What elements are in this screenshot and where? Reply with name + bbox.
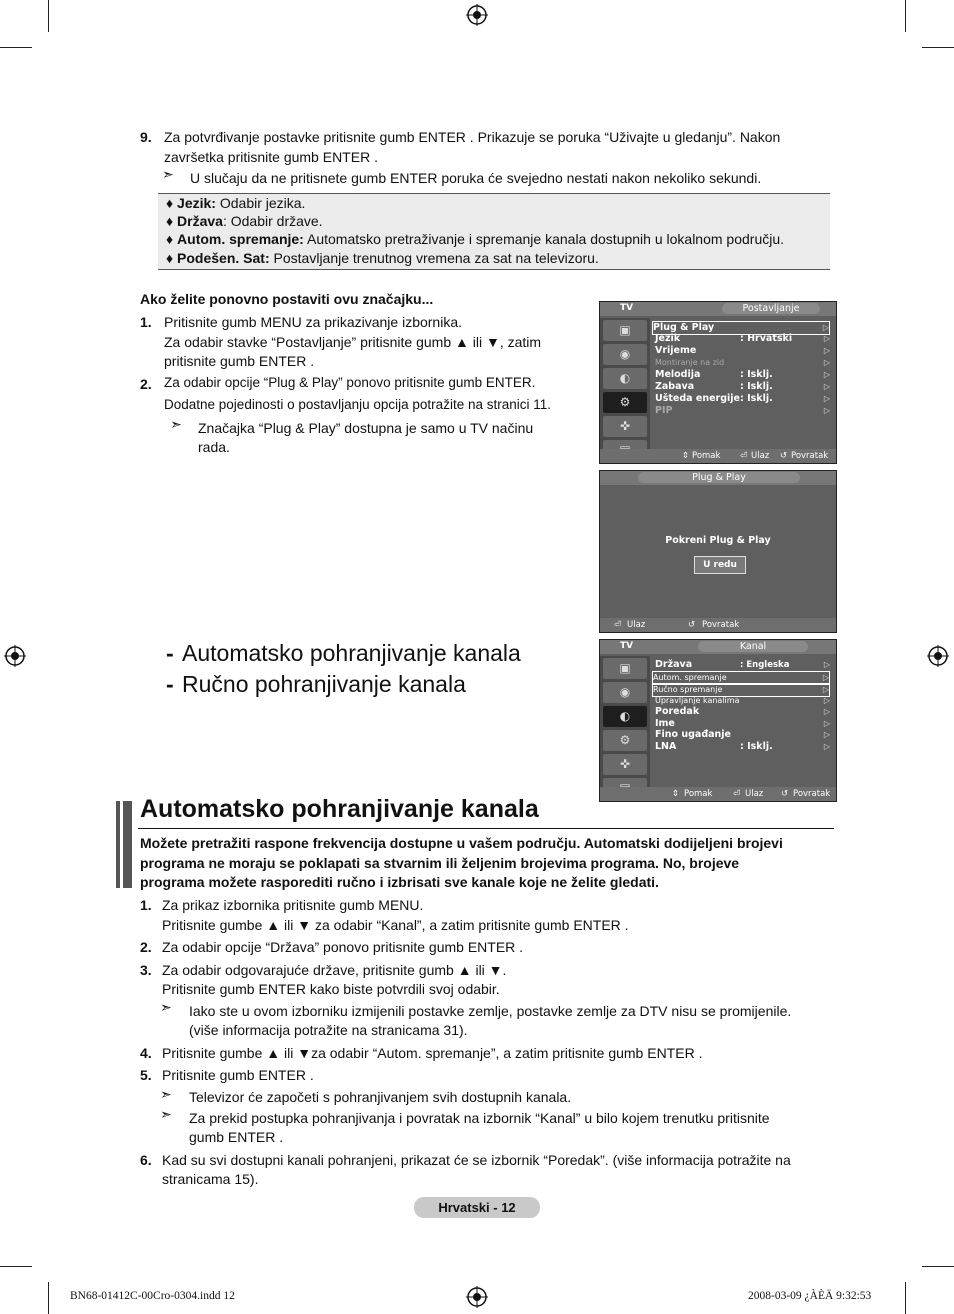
sound-menu-icon: ◉ xyxy=(603,682,647,703)
note-arrow-icon: ➣ xyxy=(160,1106,172,1122)
osd-message: Pokreni Plug & Play xyxy=(665,535,771,546)
osd-hint-return: Povratak xyxy=(791,451,829,461)
crop-mark xyxy=(905,1282,906,1314)
osd-title: Plug & Play xyxy=(638,472,800,483)
registration-mark-icon xyxy=(466,1286,488,1308)
step-5-note-2-line-2: gumb ENTER . xyxy=(189,1129,284,1145)
reset-step-2-line-2: Dodatne pojedinosti o postavljanju opcija potražite na stranici 11. xyxy=(164,397,551,412)
move-icon: ⇕ xyxy=(672,789,680,799)
step-1-line-1: Za prikaz izbornika pritisnite gumb MENU. xyxy=(162,897,424,913)
crop-mark xyxy=(905,0,906,32)
return-icon: ↺ xyxy=(781,789,789,799)
crop-mark xyxy=(0,47,32,48)
osd-menu-row[interactable]: Plug & Play ▷ xyxy=(653,322,829,333)
step-3-note-line-1: Iako ste u ovom izborniku izmijenili postavke zemlje, postavke zemlje za DTV nisu se promijenile. xyxy=(189,1003,792,1019)
channel-menu-icon: ◐ xyxy=(603,368,647,389)
section-bar xyxy=(116,801,120,888)
crop-mark xyxy=(922,1266,954,1267)
info-item: ♦ Država: Odabir države. xyxy=(166,213,323,230)
section-bar xyxy=(123,801,132,888)
return-icon: ↺ xyxy=(688,620,696,630)
step-number: 9. xyxy=(140,129,152,145)
enter-icon: ⏎ xyxy=(740,451,748,461)
osd-menu-row[interactable]: Montiranje na zid ▷ xyxy=(655,358,830,367)
channel-menu-icon: ◐ xyxy=(603,706,647,727)
picture-menu-icon: ▣ xyxy=(603,320,647,341)
osd-hint-return: Povratak xyxy=(702,620,740,630)
osd-footer xyxy=(600,449,836,463)
step-9-line-2: završetka pritisnite gumb ENTER . xyxy=(164,149,378,165)
osd-setup-menu xyxy=(599,301,837,464)
step-1-line-2: Pritisnite gumbe ▲ ili ▼ za odabir “Kanal”, a zatim pritisnite gumb ENTER . xyxy=(162,917,629,933)
info-item: ♦ Jezik: Odabir jezika. xyxy=(166,195,306,211)
osd-tv-label: TV xyxy=(620,641,634,651)
step-5-note-1: Televizor će započeti s pohranjivanjem svih dostupnih kanala. xyxy=(189,1089,572,1105)
osd-menu-row[interactable]: Jezik : Hrvatski ▷ xyxy=(655,333,830,344)
dash-bullet: - xyxy=(166,640,174,666)
reset-step-2-line-1: Za odabir opcije “Plug & Play” ponovo pritisnite gumb ENTER. xyxy=(164,375,536,390)
osd-menu-row[interactable]: Upravljanje kanalima ▷ xyxy=(655,696,830,705)
osd-menu-row[interactable]: Država : Engleska ▷ xyxy=(655,659,830,670)
reset-note-line-2: rada. xyxy=(198,439,230,455)
setup-menu-icon: ⚙ xyxy=(603,730,647,751)
sound-menu-icon: ◉ xyxy=(603,344,647,365)
step-9-line-1: Za potvrđivanje postavke pritisnite gumb ENTER . Prikazuje se poruka “Uživajte u gledanju”. Nakon xyxy=(164,129,781,145)
step-6-line-2: stranicama 15). xyxy=(162,1171,259,1187)
osd-menu-row[interactable]: Ušteda energije : Isklj. ▷ xyxy=(655,393,830,404)
registration-mark-icon xyxy=(466,4,488,26)
reset-note-line-1: Značajka “Plug & Play” dostupna je samo u TV načinu xyxy=(198,420,534,436)
reset-step-1-line-3: pritisnite gumb ENTER . xyxy=(164,353,315,369)
intro-line-2: programa ne moraju se poklapati sa stvarnim ili željenim brojevima programa. No, brojeve xyxy=(140,855,740,871)
step-9-note: U slučaju da ne pritisnete gumb ENTER poruka će svejedno nestati nakon nekoliko sekundi. xyxy=(190,170,762,186)
enter-icon: ⏎ xyxy=(614,620,622,630)
dash-bullet: - xyxy=(166,671,174,697)
step-number: 4. xyxy=(140,1045,152,1061)
section-list-item: Automatsko pohranjivanje kanala xyxy=(182,640,521,666)
reset-step-1-line-1: Pritisnite gumb MENU za prikazivanje izbornika. xyxy=(164,314,462,330)
osd-menu-row[interactable]: Poredak ▷ xyxy=(655,706,830,717)
return-icon: ↺ xyxy=(780,451,788,461)
note-arrow-icon: ➣ xyxy=(170,416,182,432)
osd-hint-move: Pomak xyxy=(692,451,721,461)
osd-channel-menu xyxy=(599,639,837,802)
input-menu-icon: ✜ xyxy=(603,416,647,437)
osd-hint-enter: Ulaz xyxy=(627,620,646,630)
page-number: Hrvatski - 12 xyxy=(414,1197,540,1218)
note-arrow-icon: ➣ xyxy=(160,999,172,1015)
info-box xyxy=(158,193,830,270)
intro-line-1: Možete pretražiti raspone frekvencija dostupne u vašem području. Automatski dodijeljeni brojevi xyxy=(140,835,783,851)
crop-mark xyxy=(922,47,954,48)
step-number: 5. xyxy=(140,1067,152,1083)
osd-tv-label: TV xyxy=(620,303,634,313)
step-6-line-1: Kad su svi dostupni kanali pohranjeni, prikazat će se izbornik “Poredak”. (više informacija potražite na xyxy=(162,1152,791,1168)
info-item: ♦ Autom. spremanje: Automatsko pretraživanje i spremanje kanala dostupnih u lokalnom području. xyxy=(166,231,785,248)
crop-mark xyxy=(0,1266,32,1267)
osd-menu-row[interactable]: Fino ugađanje ▷ xyxy=(655,729,830,740)
osd-hint-return: Povratak xyxy=(793,789,831,799)
osd-menu-row[interactable]: Zabava : Isklj. ▷ xyxy=(655,381,830,392)
osd-menu-row[interactable]: PIP ▷ xyxy=(655,405,830,416)
picture-menu-icon: ▣ xyxy=(603,658,647,679)
osd-menu-row[interactable]: Autom. spremanje ▷ xyxy=(652,671,830,685)
osd-footer xyxy=(600,618,836,632)
ok-button[interactable]: U redu xyxy=(694,556,746,574)
title-rule xyxy=(138,828,834,829)
osd-hint-move: Pomak xyxy=(684,789,713,799)
info-item: ♦ Podešen. Sat: Postavljanje trenutnog vremena za sat na televizoru. xyxy=(166,249,599,266)
osd-plug-and-play xyxy=(599,470,837,633)
note-arrow-icon: ➣ xyxy=(162,166,174,182)
osd-menu-row[interactable]: Ručno spremanje ▷ xyxy=(652,683,830,697)
osd-hint-enter: Ulaz xyxy=(751,451,770,461)
step-number: 1. xyxy=(140,314,152,330)
step-3-line-1: Za odabir odgovarajuće države, pritisnite gumb ▲ ili ▼. xyxy=(162,962,507,978)
step-3-line-2: Pritisnite gumb ENTER kako biste potvrdili svoj odabir. xyxy=(162,981,500,997)
step-number: 1. xyxy=(140,897,152,913)
step-2-line-1: Za odabir opcije “Država” ponovo pritisnite gumb ENTER . xyxy=(162,939,524,955)
registration-mark-icon xyxy=(927,645,949,667)
osd-sidebar xyxy=(600,656,650,787)
crop-mark xyxy=(48,0,49,32)
osd-footer xyxy=(600,787,836,801)
osd-title: Kanal xyxy=(698,641,808,652)
step-number: 3. xyxy=(140,962,152,978)
enter-icon: ⏎ xyxy=(733,789,741,799)
crop-mark xyxy=(48,1282,49,1314)
osd-menu-row[interactable]: Vrijeme ▷ xyxy=(655,345,830,356)
input-menu-icon: ✜ xyxy=(603,754,647,775)
step-number: 6. xyxy=(140,1152,152,1168)
osd-menu-row[interactable]: Ime ▷ xyxy=(655,718,830,729)
step-5-line-1: Pritisnite gumb ENTER . xyxy=(162,1067,314,1083)
osd-hint-enter: Ulaz xyxy=(745,789,764,799)
osd-menu-row[interactable]: Melodija : Isklj. ▷ xyxy=(655,369,830,380)
step-4-line-1: Pritisnite gumbe ▲ ili ▼za odabir “Autom. spremanje”, a zatim pritisnite gumb ENTER . xyxy=(162,1045,703,1061)
setup-menu-icon: ⚙ xyxy=(603,392,647,413)
registration-mark-icon xyxy=(4,645,26,667)
move-icon: ⇕ xyxy=(682,451,690,461)
step-3-note-line-2: (više informacija potražite na stranicama 31). xyxy=(189,1022,468,1038)
osd-title: Postavljanje xyxy=(722,303,820,314)
section-title: Automatsko pohranjivanje kanala xyxy=(140,795,539,823)
print-date-info: 2008-03-09 ¿ÀÈÄ 9:32:53 xyxy=(748,1290,872,1302)
print-file-info: BN68-01412C-00Cro-0304.indd 12 xyxy=(70,1290,235,1302)
reset-step-1-line-2: Za odabir stavke “Postavljanje” pritisnite gumb ▲ ili ▼, zatim xyxy=(164,334,542,350)
step-number: 2. xyxy=(140,376,152,392)
note-arrow-icon: ➣ xyxy=(160,1086,172,1102)
reset-heading: Ako želite ponovno postaviti ovu značajku... xyxy=(140,291,434,307)
intro-line-3: programa možete rasporediti ručno i izbrisati sve kanale koje ne želite gledati. xyxy=(140,874,659,890)
step-number: 2. xyxy=(140,939,152,955)
osd-menu-row[interactable]: LNA : Isklj. ▷ xyxy=(655,741,830,752)
section-list-item: Ručno pohranjivanje kanala xyxy=(182,671,466,697)
osd-sidebar xyxy=(600,318,650,449)
step-5-note-2-line-1: Za prekid postupka pohranjivanja i povratak na izbornik “Kanal” u bilo kojem trenutku pritisnite xyxy=(189,1110,770,1126)
